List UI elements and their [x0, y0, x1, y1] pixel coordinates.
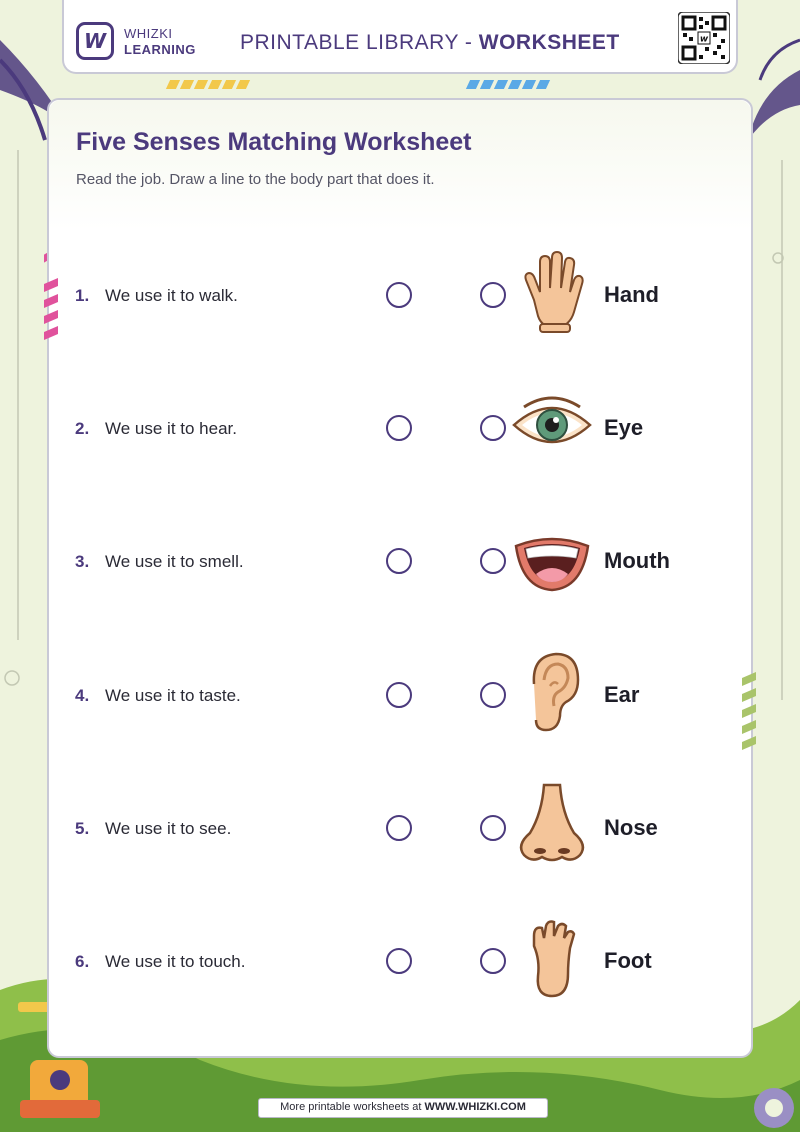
logo-letter: W: [83, 29, 107, 53]
row-number: 3.: [75, 552, 90, 571]
matching-row: [0, 272, 800, 352]
right-match-dot[interactable]: [480, 948, 506, 974]
matching-row: [0, 405, 800, 485]
header-title: [240, 31, 620, 55]
right-match-dot[interactable]: [480, 415, 506, 441]
row-number: 4.: [75, 686, 90, 705]
left-match-dot[interactable]: [386, 682, 412, 708]
row-number: 6.: [75, 952, 90, 971]
whizki-logo[interactable]: [76, 22, 114, 60]
row-number: 2.: [75, 419, 90, 438]
row-clue: We use it to smell.: [105, 552, 244, 571]
row-answer: Ear: [604, 682, 640, 707]
left-match-dot[interactable]: [386, 415, 412, 441]
row-clue: We use it to taste.: [105, 686, 241, 705]
row-answer: Foot: [604, 948, 652, 973]
foot-icon: [512, 916, 592, 1000]
eye-icon: [512, 383, 592, 467]
left-match-dot[interactable]: [386, 815, 412, 841]
row-clue: We use it to see.: [105, 819, 232, 838]
left-match-dot[interactable]: [386, 948, 412, 974]
row-number: 1.: [75, 286, 90, 305]
row-clue: We use it to walk.: [105, 286, 238, 305]
row-answer: Eye: [604, 415, 644, 440]
brand-name-top: WHIZKI: [124, 26, 173, 41]
left-match-dot[interactable]: [386, 282, 412, 308]
row-answer: Hand: [604, 282, 659, 307]
nose-icon: [512, 783, 592, 867]
footer-text: More printable worksheets at: [280, 1101, 425, 1113]
footer-banner: [258, 1098, 548, 1118]
header-title-bold: WORKSHEET: [478, 31, 620, 54]
matching-row: [0, 672, 800, 752]
row-number: 5.: [75, 819, 90, 838]
hand-icon: [512, 250, 592, 334]
left-match-dot[interactable]: [386, 548, 412, 574]
footer-link[interactable]: WWW.WHIZKI.COM: [424, 1101, 526, 1113]
row-answer: Mouth: [604, 548, 670, 573]
mouth-icon: [512, 516, 592, 600]
svg-text:w: w: [699, 34, 709, 45]
row-clue: We use it to hear.: [105, 419, 237, 438]
right-match-dot[interactable]: [480, 282, 506, 308]
blue-stripe-decoration: [468, 80, 548, 92]
yellow-stripe-decoration: [168, 80, 248, 92]
matching-row: [0, 938, 800, 1018]
ear-icon: [512, 650, 592, 734]
site-header: [62, 0, 738, 74]
right-match-dot[interactable]: [480, 548, 506, 574]
worksheet-instructions: Read the job. Draw a line to the body part that does it.: [76, 171, 435, 188]
row-clue: We use it to touch.: [105, 952, 246, 971]
header-title-prefix: PRINTABLE LIBRARY -: [240, 31, 479, 54]
qr-code-icon[interactable]: [678, 12, 730, 64]
matching-row: [0, 538, 800, 618]
right-match-dot[interactable]: [480, 815, 506, 841]
brand-name-bottom: LEARNING: [124, 42, 196, 57]
matching-row: [0, 805, 800, 885]
card-header-wash: [49, 100, 751, 230]
row-answer: Nose: [604, 815, 658, 840]
right-match-dot[interactable]: [480, 682, 506, 708]
worksheet-title: Five Senses Matching Worksheet: [76, 128, 472, 156]
